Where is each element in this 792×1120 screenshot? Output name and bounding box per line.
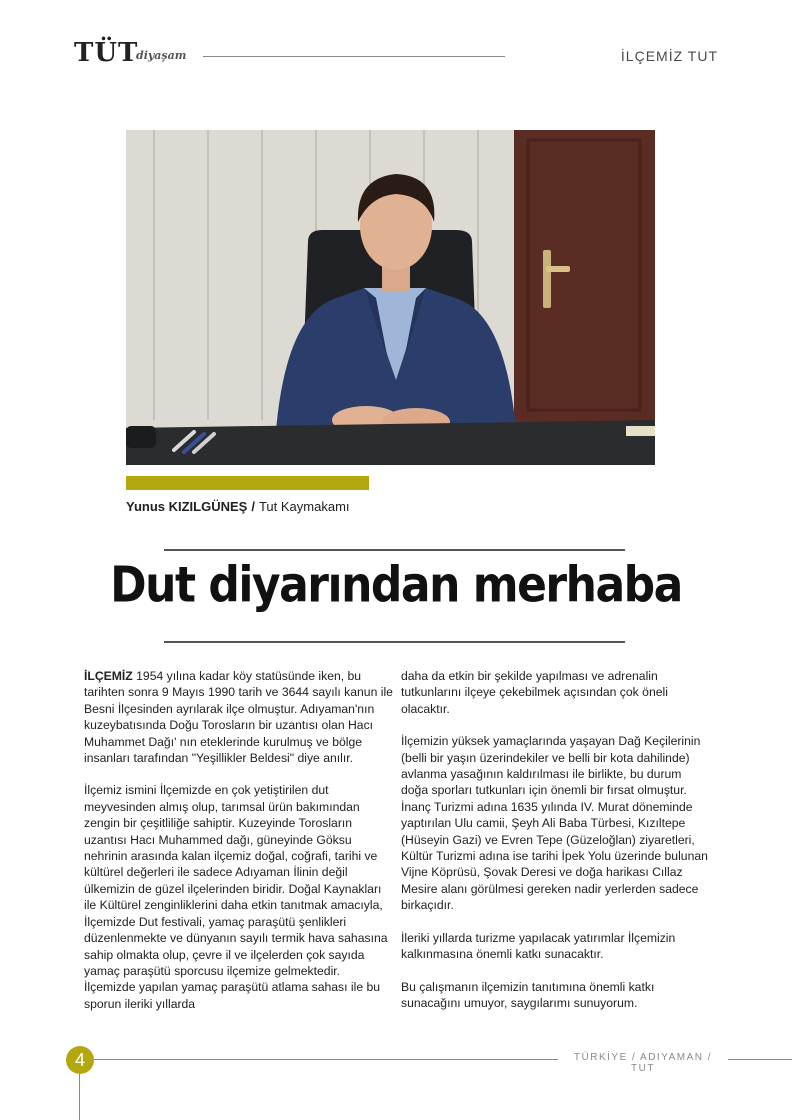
desk-papers [626,426,655,436]
caption-name: Yunus KIZILGÜNEŞ [126,499,248,514]
header-divider [203,56,505,57]
title-rule-top [164,549,625,551]
lead-word: İLÇEMİZ [84,669,133,683]
paragraph: Bu çalışmanın ilçemizin tanıtımına önemli katkı sunacağını umuyor, saygılarımı sunuyorum. [401,979,655,1010]
footer-divider-right [728,1059,792,1060]
logo-main-text: TÜT [74,38,139,68]
paragraph: daha da etkin bir şekilde yapılması ve adrenalin tutkunlarını ilçeye çekebilmek açısından çok öneli olacaktır. [401,669,668,716]
door-handle-plate [543,250,551,308]
caption-separator: / [251,499,255,514]
article-column-left [84,668,394,1028]
desk-phone [126,426,156,448]
page-number: 4 [66,1046,94,1074]
paragraph: İleriki yıllarda turizme yapılacak yatırımlar İlçemizin kalkınmasına önemli katkı sunacaktır. [401,930,676,962]
caption-role: Tut Kaymakamı [258,499,350,514]
footer-location: TÜRKİYE / ADIYAMAN / TUT [573,1052,713,1074]
footer-divider-left [94,1059,558,1060]
article-title: Dut diyarından merhaba [110,556,682,615]
footer-vertical-line [79,1074,80,1120]
paragraph: İlçemizin yüksek yamaçlarında yaşayan Dağ Keçilerinin (belli bir yaşın üzerindekiler ve belli bir kota dahilinde) avlanma yasağının kaldırılması ile birlikte, bu durum doğa sporları tutkunları için önemli bir fırsat olmuştur. İnanç Turizmi adına 1635 yılında IV. Murat döneminde yaptırılan Ulu camii, Şeyh Ali Baba Türbesi, Kızıltepe (Hüseyin Gazi) ve Evren Tepe (Güzeloğlan) ziyaretleri, Kültür Turizmi adına ise tarihi İpek Yolu üzerinde bulunan Vijne Köprüsü, Şovak Deresi ve doğa harikası Cıllaz Mesire alanı görülmesi gereken nadir yerlerden sadece birkaçıdır. [401,734,708,913]
paragraph [84,668,394,766]
door-handle [546,266,570,272]
title-rule-bottom [164,641,625,643]
paragraph: İlçemiz ismini İlçemizde en çok yetiştirilen dut meyvesinden almış olup, tarımsal ürün bakımından zengin bir çeşitliliğe sahiptir. Kuzeyinde Torosların uzantısı Hacı Muhammed dağı, güneyinde Göksu nehrinin arasında kalan ilçemiz doğal, coğrafi, tarihi ve kültürel değerleri ile sadece Adıyaman İlinin değil ülkemizin de güzel ilçelerinden biridir. Doğal Kaynakları ile Kültürel zenginliklerini daha etkin tanıtmak amacıyla, İlçemizde Dut festivali, yamaç paraşütü şenlikleri düzenlenmekte ve dünyanın sayılı termik hava sahasına sahip olmakta olup, çevre il ve ilçelerden çok sayıda yamaç paraşütü sporcusu ilçemize gelmektedir. İlçemizde yapılan yamaç paraşütü atlama sahası ile bu sporun ileriki yıllarda [84,783,388,1011]
section-name: İLÇEMİZ TUT [620,48,718,64]
door [514,130,655,430]
portrait-illustration [126,130,655,465]
paragraph-text: 1954 yılına kadar köy statüsünde iken, bu tarihten sonra 9 Mayıs 1990 tarih ve 3644 sayılı kanun ile Besni İlçesinden ayrılarak ilçe olmuştur. Adıyaman'nın kuzeybatısında Doğu Torosların bir uzantısı olan Hacı Muhammet Dağı' nın eteklerinde kurulmuş ve bölge insanları tarafından "Yeşillikler Beldesi" diye anılır. [84,669,393,766]
caption-accent-bar [126,476,369,490]
portrait-photo [126,130,655,465]
photo-caption [126,499,350,514]
logo-script-text: diyaşam [136,49,187,62]
article-column-right [401,668,711,1027]
